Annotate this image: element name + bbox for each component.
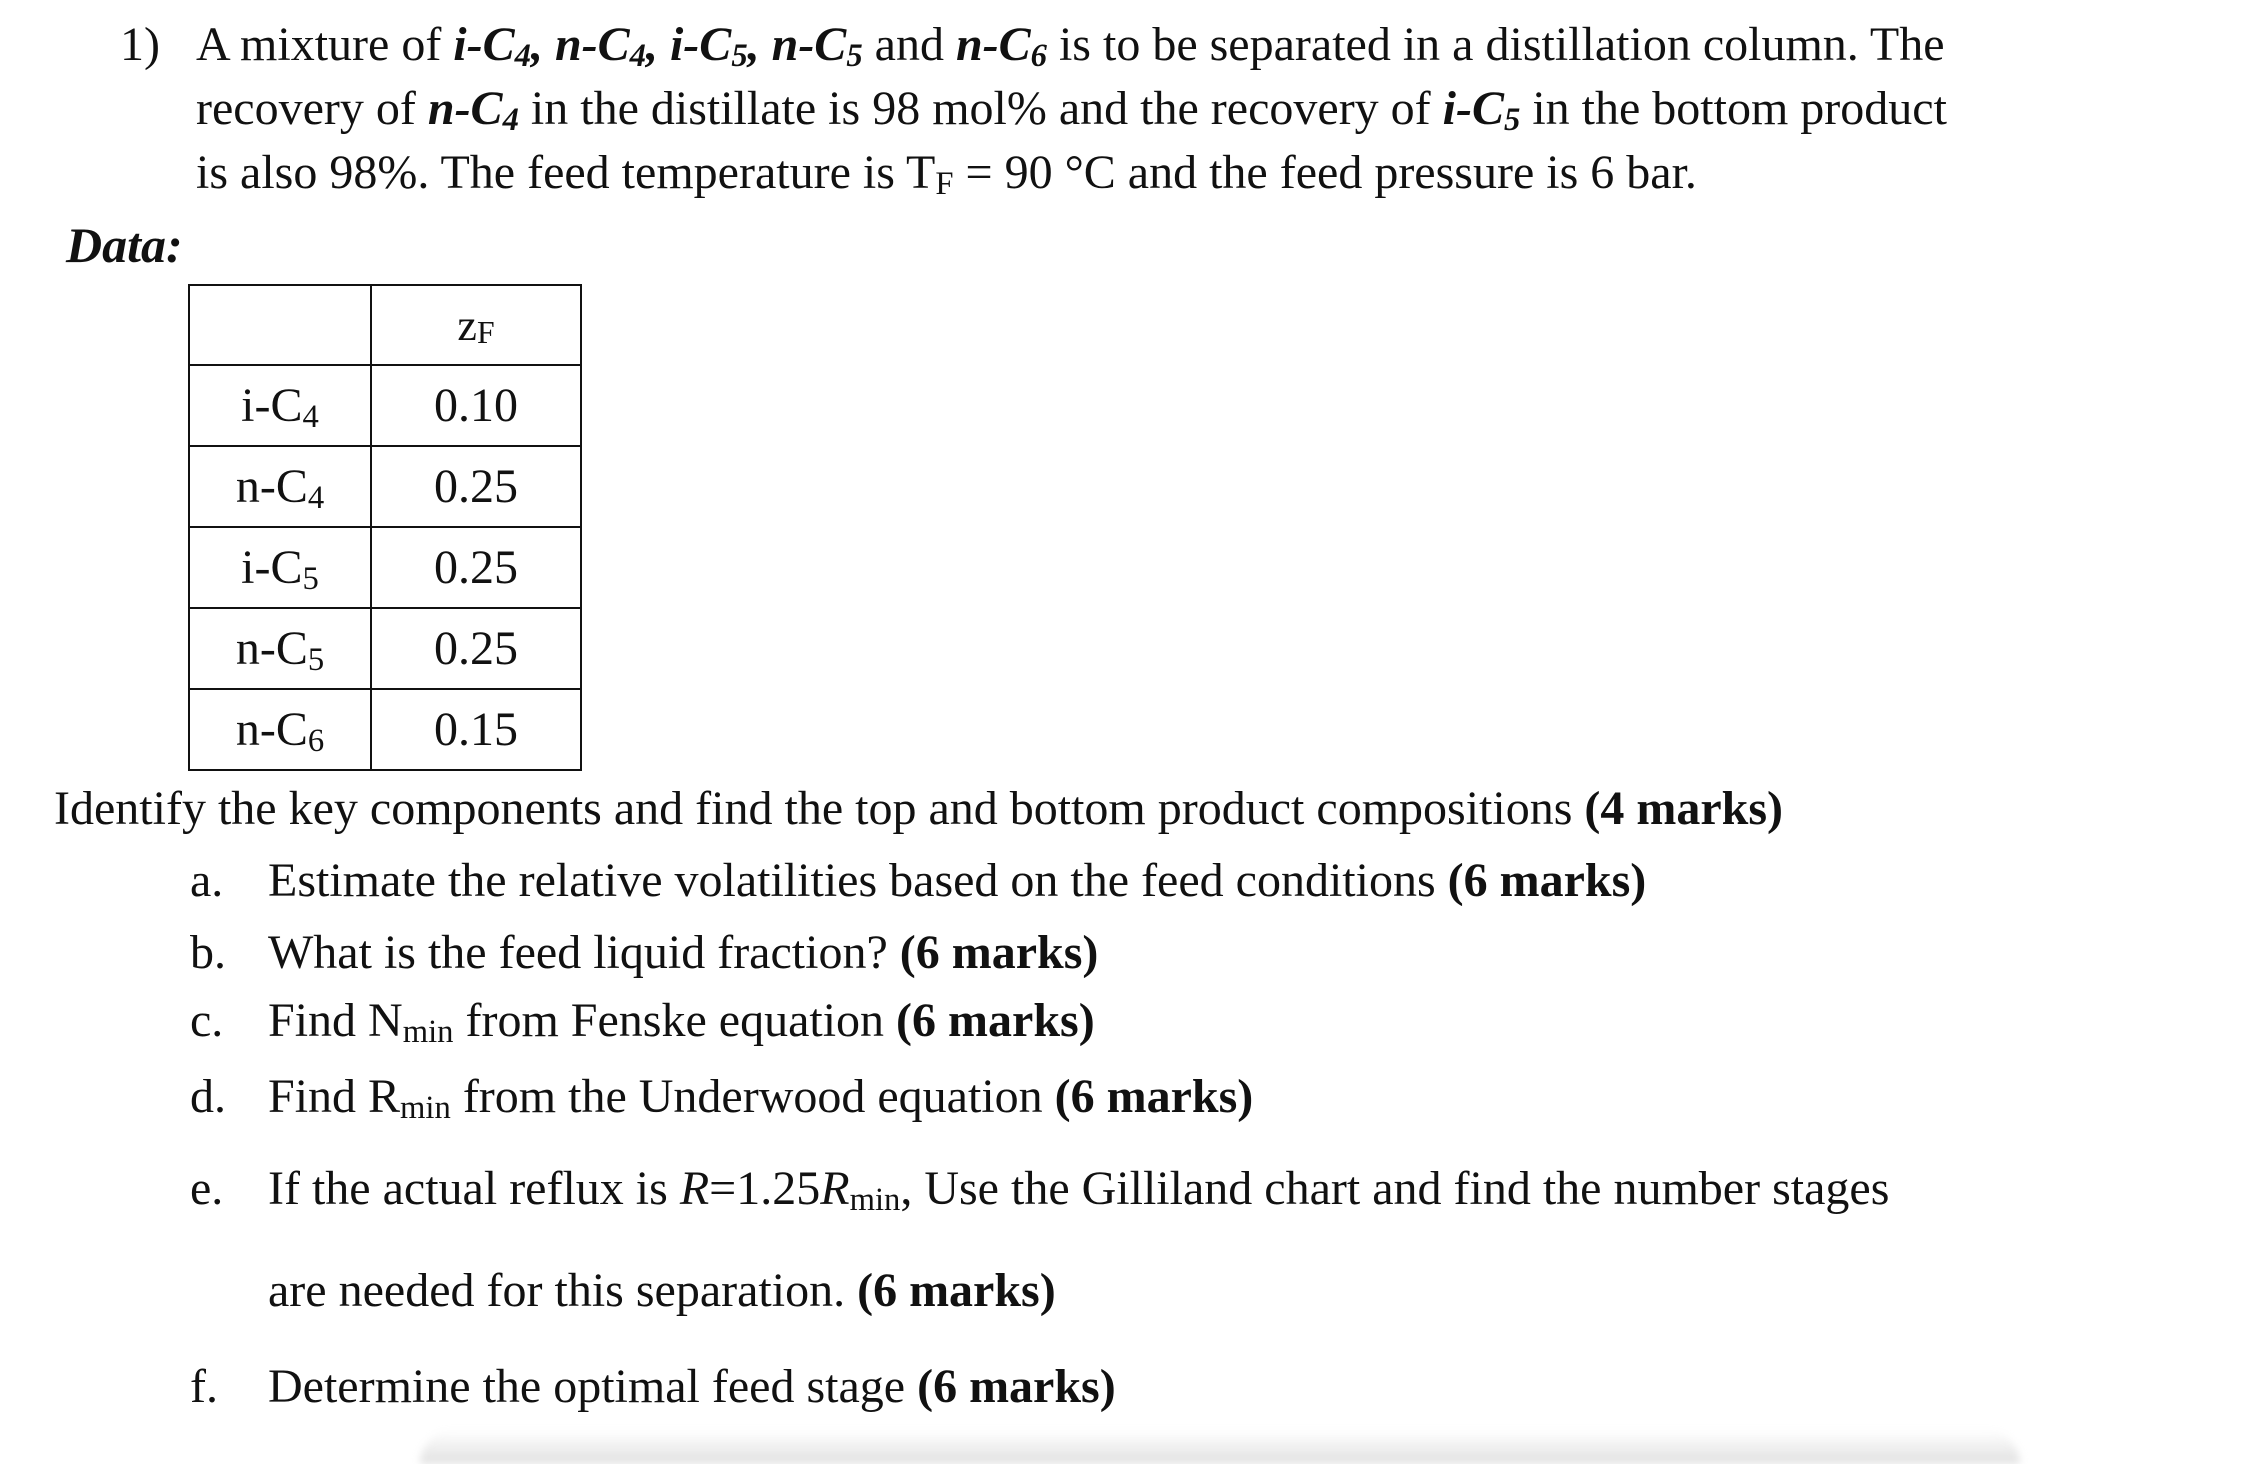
component-fraction: 0.25 (371, 527, 581, 608)
component-name: $n-C_4$ (189, 446, 371, 527)
item-letter: c. (190, 994, 224, 1047)
problem-line-2: recovery of $n-C_4$ in the distillate is 98 mol% and the recovery of $i-C_5$ in the bottom product (196, 82, 1947, 138)
component-name: $n-C_6$ (189, 689, 371, 770)
table-header-row (189, 285, 581, 365)
table-row (189, 365, 581, 446)
bottom-edge-shadow (420, 1430, 2020, 1464)
table-row (189, 446, 581, 527)
table-row (189, 527, 581, 608)
component-fraction: 0.10 (371, 365, 581, 446)
table-header-empty (189, 285, 371, 365)
component-fraction: 0.25 (371, 608, 581, 689)
problem-line-1: A mixture of $i-C_4$, $n-C_4$, $i-C_5$, $n-C_5$ and $n-C_6$ is to be separated in a distillation column. The (196, 18, 1945, 74)
table-row (189, 689, 581, 770)
item-letter: b. (190, 926, 226, 979)
component-fraction: 0.25 (371, 446, 581, 527)
component-fraction: 0.15 (371, 689, 581, 770)
item-f: f. Determine the optimal feed stage (6 marks) (190, 1358, 1116, 1416)
data-label: Data: (66, 217, 183, 273)
item-letter: a. (190, 854, 224, 907)
item-letter: e. (190, 1162, 224, 1215)
item-letter: f. (190, 1360, 218, 1413)
item-letter: d. (190, 1070, 226, 1123)
feed-composition-table (188, 284, 582, 771)
component-name: $i-C_5$ (189, 527, 371, 608)
item-c: c. Find $N_{min}$ from Fenske equation (6 marks) (190, 994, 1095, 1050)
problem-number: 1) (120, 18, 160, 71)
item-d: d. Find $R_{min}$ from the Underwood equation (6 marks) (190, 1070, 1254, 1126)
table-row (189, 608, 581, 689)
component-name: $n-C_5$ (189, 608, 371, 689)
component-name: $i-C_4$ (189, 365, 371, 446)
item-b: b. What is the feed liquid fraction? (6 marks) (190, 924, 1098, 982)
item-a: a. Estimate the relative volatilities based on the feed conditions (6 marks) (190, 852, 1646, 910)
problem-line-3: is also 98%. The feed temperature is $T_F = 90$ °C and the feed pressure is 6 bar. (196, 146, 1697, 202)
item-e-line-2: are needed for this separation. (6 marks) (268, 1264, 1056, 1317)
table-header-zf: $z_F$ (371, 285, 581, 365)
item-e: e. If the actual reflux is $R=1.25R_{min}$, Use the Gilliland chart and find the number stages (190, 1162, 1890, 1218)
task-identify-keys: Identify the key components and find the top and bottom product compositions (4 marks) (54, 782, 1784, 835)
